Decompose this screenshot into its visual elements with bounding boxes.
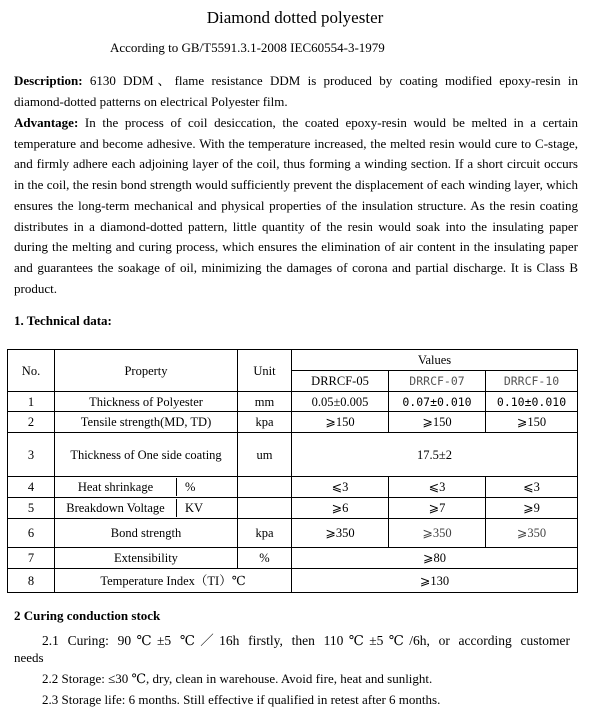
header-model-07: DRRCF-07 [389, 371, 486, 392]
row-value-05: ⩾150 [292, 412, 389, 433]
row-unit: um [238, 433, 292, 477]
row-value-all: ⩾80 [292, 548, 578, 569]
row-value-07: ⩾150 [389, 412, 486, 433]
row-value-07: ⩾7 [389, 498, 486, 519]
row-property: Tensile strength(MD, TD) [55, 412, 238, 433]
technical-data-table [7, 349, 578, 593]
row-value-07: ⩾350 [389, 519, 486, 548]
row-value-all: ⩾130 [292, 569, 578, 593]
curing-line-1: 2.1 Curing: 90℃±5 ℃／16h firstly, then 110℃±5℃/6h, or according customer [42, 633, 570, 648]
row-property: Thickness of One side coating [55, 433, 238, 477]
row-value-10: ⩽3 [486, 477, 578, 498]
description-label: Description: [14, 73, 83, 88]
row-value-10: ⩾350 [486, 519, 578, 548]
table-row [8, 519, 578, 548]
advantage-label: Advantage: [14, 115, 79, 130]
row-property: Breakdown Voltage [66, 501, 165, 515]
row-property: Thickness of Polyester [55, 392, 238, 412]
header-unit: Unit [238, 350, 292, 392]
advantage-text: In the process of coil desiccation, the coated epoxy-resin would be melted in a certain temperature and become adhesive. With the temperature increased, the melted resin would cure to C-stage, and firmly adhere each adjoining layer of the coil, thus forming a winding section. If a short circuit occurs in the coil, the resin bond strength would sufficiently prevent the displacement of each winding layer, which ensures the long-term mechanical and physical properties of the insulation structure. As the resin coating distributes in a diamond-dotted pattern, little quantity of the resin would soak into the insulating paper during the melting and curing process, which ensures the elimination of air content in the insulating paper and guarantees the soakage of oil, minimizing the damages of corona and partial discharge. It is Class B product. [14, 115, 578, 296]
empty-cell [238, 498, 292, 519]
row-property: Temperature Index（TI）℃ [55, 569, 292, 593]
row-no: 3 [8, 433, 55, 477]
section-technical-data: 1. Technical data: [14, 313, 112, 328]
table-row [8, 477, 578, 498]
row-no: 2 [8, 412, 55, 433]
standard-reference: According to GB/T5591.3.1-2008 IEC60554-3-1979 [110, 40, 385, 55]
table-row [8, 569, 578, 593]
row-no: 5 [8, 498, 55, 519]
table-row [8, 392, 578, 412]
row-no: 7 [8, 548, 55, 569]
row-value-05: ⩾6 [292, 498, 389, 519]
row-property: Bond strength [55, 519, 238, 548]
row-value-05: ⩽3 [292, 477, 389, 498]
description-paragraph [14, 71, 578, 112]
advantage-paragraph [14, 113, 578, 299]
empty-cell [238, 477, 292, 498]
header-model-05: DRRCF-05 [292, 371, 389, 392]
table-row [8, 498, 578, 519]
row-unit: KV [176, 499, 237, 517]
description-text: 6130 DDM、flame resistance DDM is produced by coating modified epoxy-resin in diamond-dotted patterns on electrical Polyester film. [14, 73, 578, 109]
row-property-split [55, 477, 238, 498]
header-property: Property [55, 350, 238, 392]
table-row [8, 412, 578, 433]
row-value-07: ⩽3 [389, 477, 486, 498]
row-unit: % [176, 478, 237, 496]
row-value-10: ⩾150 [486, 412, 578, 433]
row-unit: % [238, 548, 292, 569]
row-property: Extensibility [55, 548, 238, 569]
document-title: Diamond dotted polyester [206, 8, 384, 27]
header-model-10: DRRCF-10 [486, 371, 578, 392]
row-value-10: ⩾9 [486, 498, 578, 519]
row-unit: kpa [238, 412, 292, 433]
header-no: No. [8, 350, 55, 392]
table-row [8, 433, 578, 477]
row-value-05: ⩾350 [292, 519, 389, 548]
table-row [8, 548, 578, 569]
row-no: 8 [8, 569, 55, 593]
row-property: Heat shrinkage [77, 480, 154, 494]
header-values: Values [292, 350, 578, 371]
section-curing: 2 Curing conduction stock [14, 608, 161, 623]
row-property-split [55, 498, 238, 519]
row-no: 4 [8, 477, 55, 498]
storage-life-line: 2.3 Storage life: 6 months. Still effective if qualified in retest after 6 months. [42, 692, 441, 707]
row-value-07: 0.07±0.010 [389, 392, 486, 412]
row-no: 6 [8, 519, 55, 548]
row-value-all: 17.5±2 [292, 433, 578, 477]
curing-line-1-cont: needs [14, 650, 44, 665]
row-unit: mm [238, 392, 292, 412]
row-unit: kpa [238, 519, 292, 548]
storage-line: 2.2 Storage: ≤30 ℃, dry, clean in warehouse. Avoid fire, heat and sunlight. [42, 671, 433, 686]
row-value-10: 0.10±0.010 [486, 392, 578, 412]
row-value-05: 0.05±0.005 [292, 392, 389, 412]
row-no: 1 [8, 392, 55, 412]
